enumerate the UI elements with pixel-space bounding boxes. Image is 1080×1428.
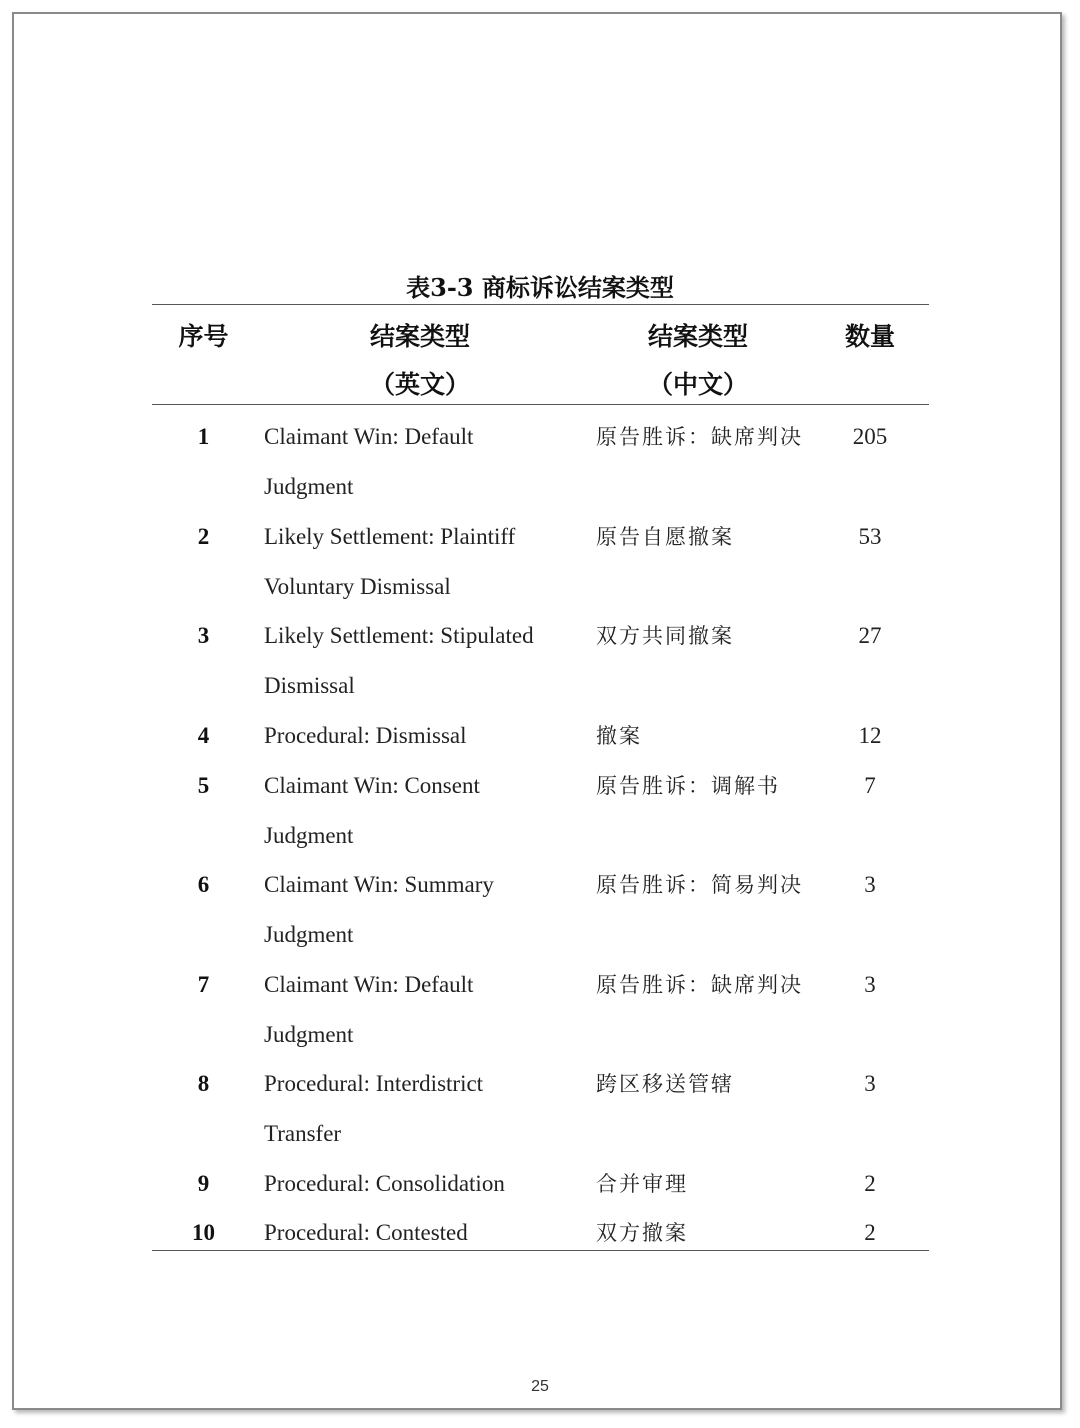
row-type-zh: 原告胜诉：缺席判决 <box>596 425 803 449</box>
row-count: 2 <box>864 1171 876 1196</box>
row-number: 9 <box>197 1171 210 1196</box>
row-type-en: Claimant Win: Default Judgment <box>264 972 474 1047</box>
page-number: 25 <box>531 1378 549 1395</box>
table-bottom-rule <box>152 1250 929 1251</box>
row-number: 8 <box>197 1071 210 1096</box>
row-type-en: Claimant Win: Consent Judgment <box>264 773 480 848</box>
row-count: 2 <box>864 1220 876 1245</box>
row-number: 2 <box>197 524 210 549</box>
row-count: 7 <box>864 773 876 798</box>
row-number: 10 <box>192 1220 215 1245</box>
row-type-en: Claimant Win: Summary Judgment <box>264 872 494 947</box>
row-number: 5 <box>197 773 210 798</box>
row-type-en: Procedural: Consolidation <box>264 1171 505 1196</box>
row-type-en: Procedural: Interdistrict Transfer <box>264 1071 484 1146</box>
header-no: 序号 <box>178 322 229 351</box>
row-count: 12 <box>858 723 882 748</box>
row-type-zh: 合并审理 <box>596 1172 688 1196</box>
row-count: 205 <box>852 424 888 449</box>
table-top-rule <box>152 304 929 305</box>
row-type-en: Claimant Win: Default Judgment <box>264 424 474 499</box>
row-count: 27 <box>858 623 882 648</box>
header-type-en-sub: （英文） <box>369 370 470 399</box>
header-type-en: 结案类型 <box>369 322 470 351</box>
header-type-zh-sub: （中文） <box>647 370 748 399</box>
row-type-en: Procedural: Contested <box>264 1220 468 1245</box>
row-type-zh: 原告自愿撤案 <box>596 525 734 549</box>
row-type-zh: 双方撤案 <box>596 1221 688 1245</box>
row-number: 3 <box>197 623 210 648</box>
row-count: 3 <box>864 1071 876 1096</box>
header-count: 数量 <box>844 322 895 351</box>
row-count: 53 <box>858 524 882 549</box>
row-number: 1 <box>197 424 210 449</box>
row-type-zh: 跨区移送管辖 <box>596 1072 734 1096</box>
header-rule <box>152 404 929 405</box>
row-type-en: Procedural: Dismissal <box>264 723 467 748</box>
row-type-zh: 双方共同撤案 <box>596 624 734 648</box>
row-count: 3 <box>864 972 876 997</box>
row-type-en: Likely Settlement: Plaintiff Voluntary Dismissal <box>264 524 516 599</box>
row-number: 7 <box>197 972 210 997</box>
table-title: 表3-3 商标诉讼结案类型 <box>406 273 674 302</box>
row-count: 3 <box>864 872 876 897</box>
row-number: 4 <box>197 723 210 748</box>
row-type-zh: 原告胜诉：缺席判决 <box>596 973 803 997</box>
row-type-zh: 撤案 <box>596 724 642 748</box>
row-type-en: Likely Settlement: Stipulated Dismissal <box>264 623 534 698</box>
row-number: 6 <box>197 872 210 897</box>
row-type-zh: 原告胜诉：简易判决 <box>596 873 803 897</box>
row-type-zh: 原告胜诉：调解书 <box>596 774 780 798</box>
header-type-zh: 结案类型 <box>647 322 748 351</box>
